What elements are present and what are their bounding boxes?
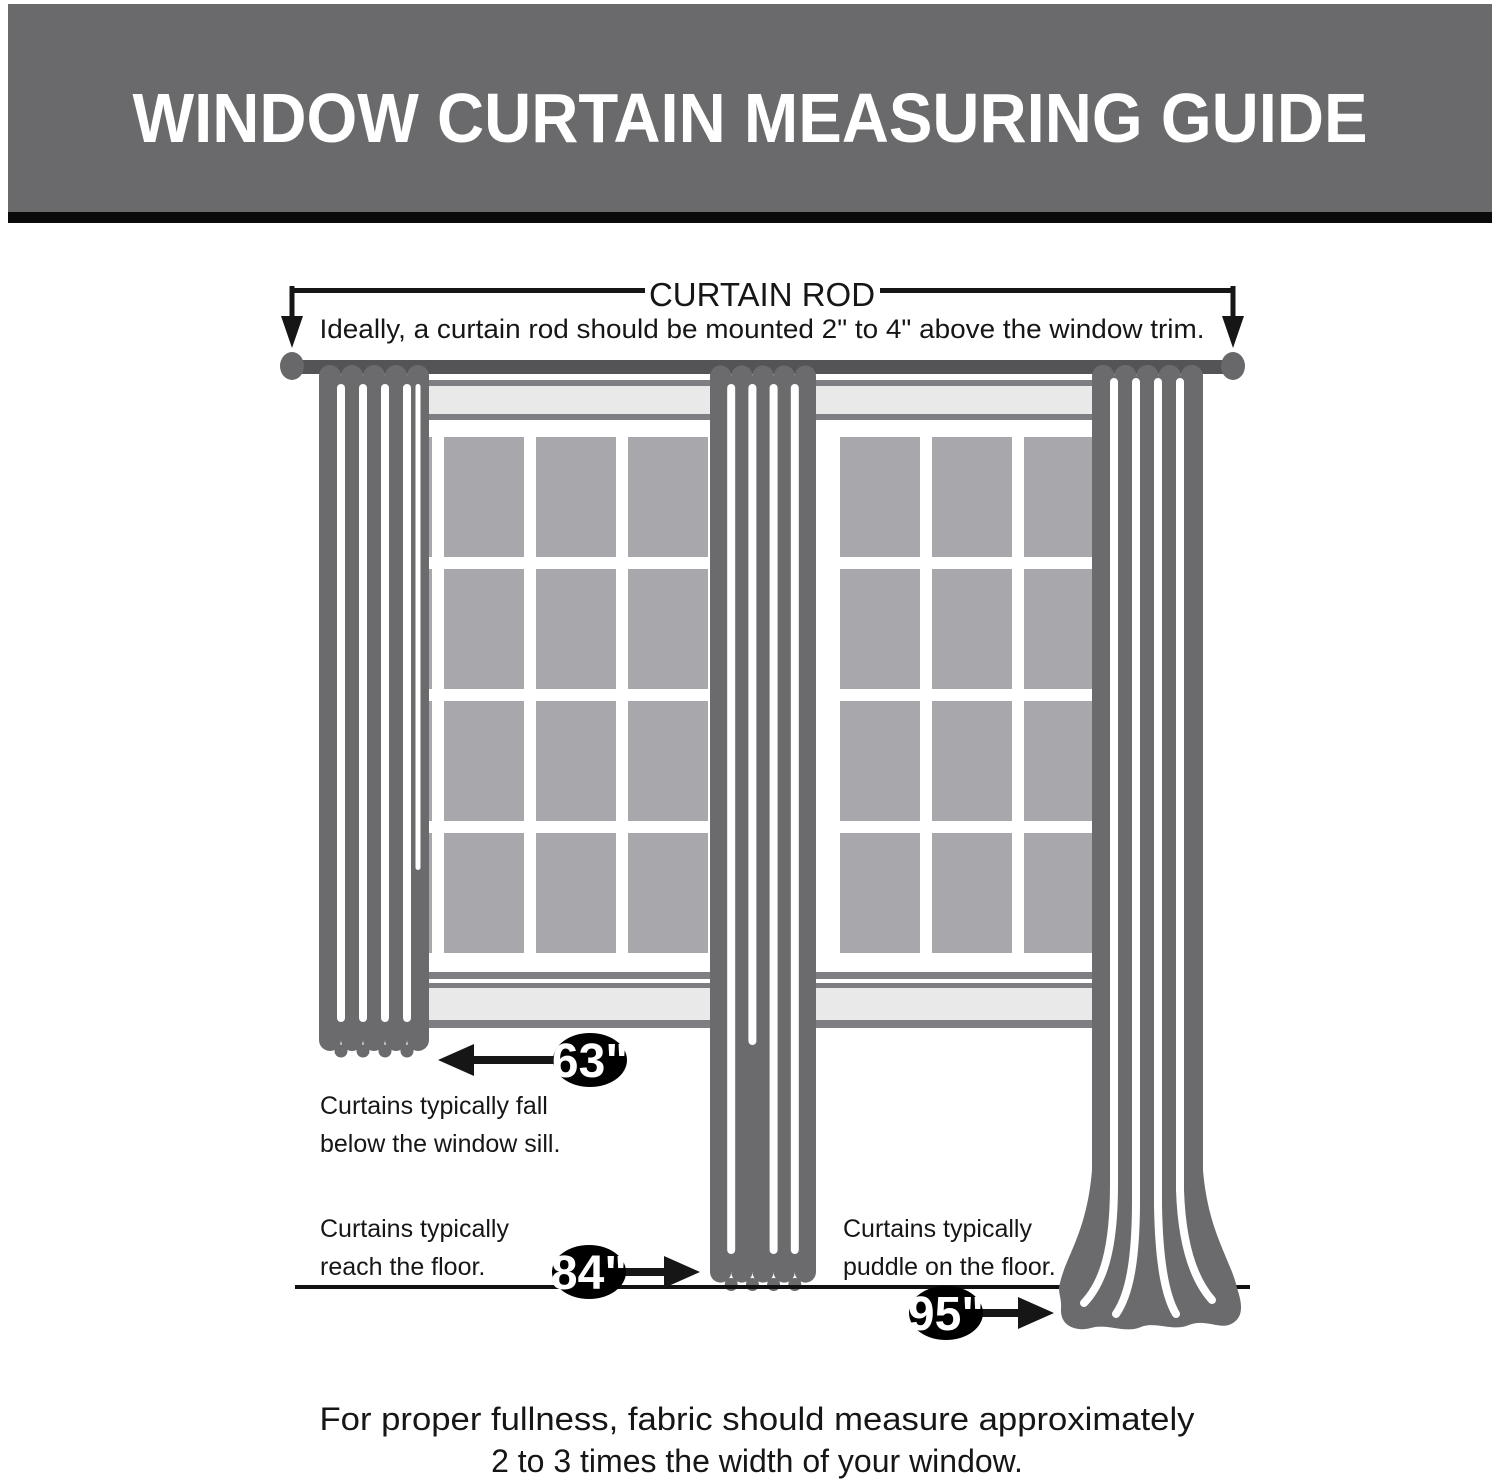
right-arrow-icon (1018, 1297, 1054, 1329)
curtain-fold-line (770, 384, 778, 1254)
window-pane (628, 569, 708, 689)
length-value: 95" (907, 1288, 985, 1341)
curtain-hem-scallop (746, 1278, 759, 1291)
bracket-stub-left (290, 286, 295, 318)
bracket-stub-right (1231, 286, 1236, 318)
window-pane (840, 569, 920, 689)
length-caption-line: Curtains typically (320, 1215, 509, 1243)
rod-finial-right (1221, 352, 1245, 380)
curtain-hem-scallop (335, 1045, 348, 1058)
length-caption-line: Curtains typically (843, 1215, 1032, 1243)
curtain-fold-line (359, 384, 367, 1022)
window-pane (932, 833, 1012, 953)
footer-note (320, 1401, 1195, 1479)
bracket-line-right (880, 288, 1233, 293)
curtain-fold-line (727, 384, 735, 1254)
window-pane (444, 701, 524, 821)
window-pane (840, 833, 920, 953)
curtain-panel-floor-length (710, 365, 816, 1291)
window-pane (536, 701, 616, 821)
curtain-fold-line (791, 384, 799, 1254)
down-arrow-icon (1222, 316, 1244, 348)
arrow-shaft (622, 1268, 664, 1276)
window-pane (628, 437, 708, 557)
arrow-shaft (472, 1056, 556, 1064)
window-pane (444, 833, 524, 953)
window-pane (536, 833, 616, 953)
curtain-fabric (710, 365, 816, 1272)
down-arrow-icon (281, 316, 303, 348)
right-arrow-icon (664, 1256, 700, 1288)
footer-line: 2 to 3 times the width of your window. (491, 1443, 1023, 1479)
length-caption-line: below the window sill. (320, 1130, 561, 1158)
curtain-fold-line (748, 384, 756, 1045)
window-pane (628, 833, 708, 953)
curtain-hem-scallop (401, 1045, 414, 1058)
header-stripe (8, 212, 1492, 223)
page-title: WINDOW CURTAIN MEASURING GUIDE (132, 79, 1368, 157)
curtain-hem-scallop (725, 1278, 738, 1291)
curtain-hem-scallop (767, 1278, 780, 1291)
window-pane (536, 569, 616, 689)
curtain-fabric (319, 365, 429, 1040)
window-pane (628, 701, 708, 821)
curtain-panel-sill-length (319, 365, 429, 1058)
curtain-fold-line (381, 384, 389, 1022)
window-pane (444, 569, 524, 689)
header-banner (8, 4, 1492, 223)
bracket-line-left (292, 288, 645, 293)
length-value: 63" (551, 1035, 629, 1088)
length-value: 84" (550, 1247, 628, 1300)
window-pane (932, 569, 1012, 689)
footer-line: For proper fullness, fabric should measure approximately (319, 1401, 1195, 1437)
curtain-hem-scallop (357, 1045, 370, 1058)
window-pane (932, 437, 1012, 557)
length-caption-line: puddle on the floor. (843, 1253, 1056, 1281)
curtain-rod-caption: Ideally, a curtain rod should be mounted 2" to 4" above the window trim. (319, 314, 1205, 344)
left-arrow-icon (438, 1044, 474, 1076)
curtain-hem-scallop (379, 1045, 392, 1058)
window-pane (840, 701, 920, 821)
window-pane (932, 701, 1012, 821)
curtain-fold-line (403, 384, 411, 1022)
rod-finial-left (280, 352, 304, 380)
curtain-fold-line (416, 384, 421, 870)
window-pane (536, 437, 616, 557)
curtain-hem-scallop (788, 1278, 801, 1291)
length-caption-line: reach the floor. (320, 1253, 486, 1281)
rod-callout (281, 276, 1244, 348)
window-pane (444, 437, 524, 557)
measurement-puddle-floor (843, 1215, 1056, 1341)
length-caption-line: Curtains typically fall (320, 1092, 548, 1120)
arrow-shaft (979, 1309, 1019, 1317)
window-pane (840, 437, 920, 557)
curtain-fold-line (337, 384, 345, 1022)
curtain-rod-label: CURTAIN ROD (648, 276, 876, 313)
